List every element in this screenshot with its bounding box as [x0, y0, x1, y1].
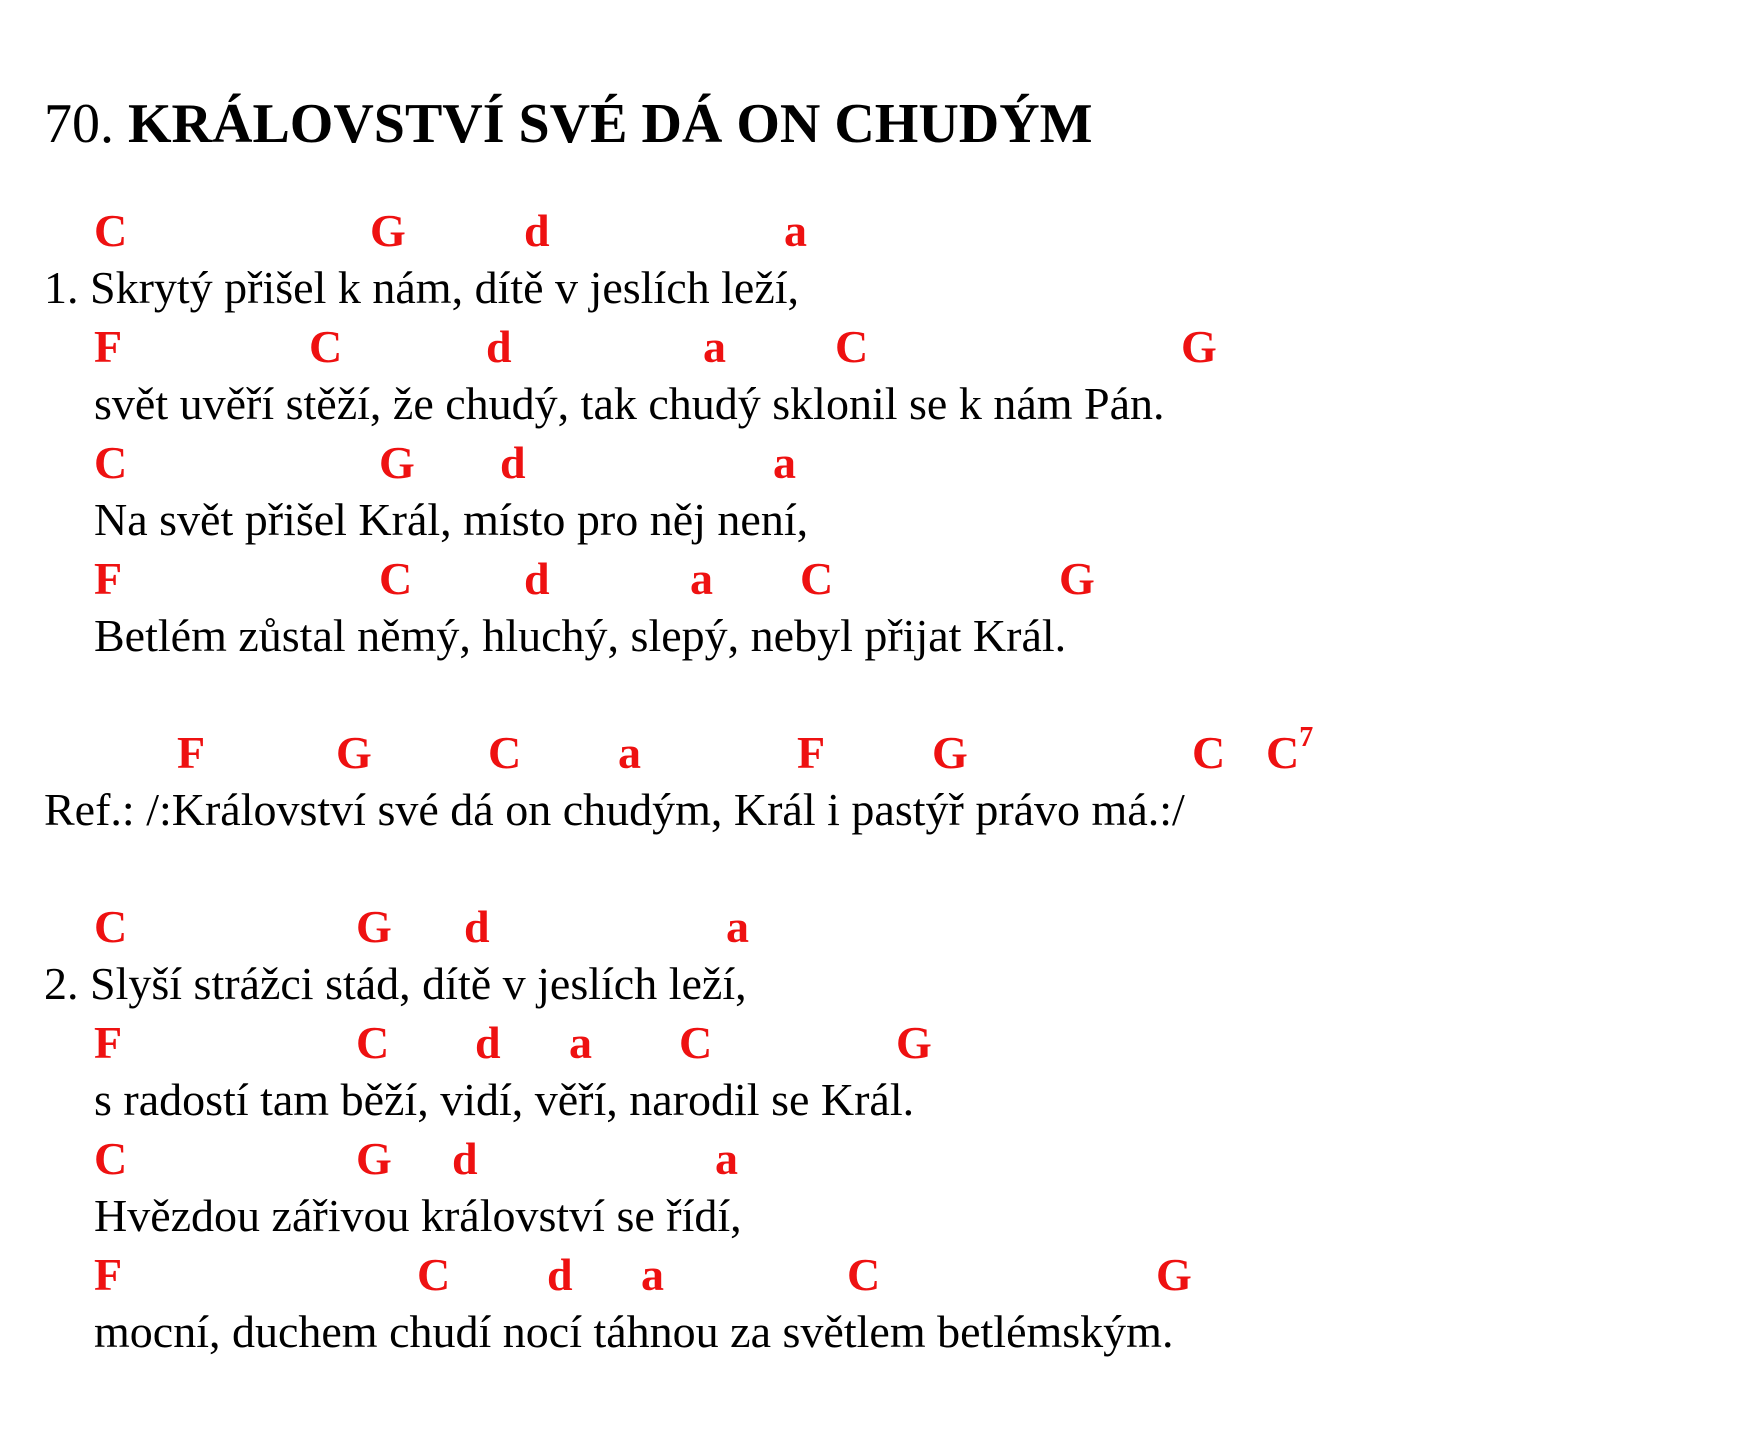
chord: C	[835, 321, 869, 372]
lyric-line: svět uvěří stěží, že chudý, tak chudý sklonil se k nám Pán.	[94, 378, 1165, 429]
chord: C	[679, 1017, 713, 1068]
chord: d	[547, 1249, 573, 1300]
chord: G	[1181, 321, 1217, 372]
chord: a	[773, 437, 796, 488]
chord: G	[370, 205, 406, 256]
chord: $C^7$	[1266, 722, 1314, 778]
chord: a	[569, 1017, 592, 1068]
chord: G	[932, 727, 968, 778]
chord: F	[94, 1249, 123, 1300]
lyric-line: Hvězdou zářivou království se řídí,	[94, 1190, 742, 1241]
song-name: KRÁLOVSTVÍ SVÉ DÁ ON CHUDÝM	[128, 93, 1093, 155]
chord: G	[896, 1017, 932, 1068]
chord: G	[356, 1133, 392, 1184]
chord: F	[797, 727, 826, 778]
lyric-line: Betlém zůstal němý, hluchý, slepý, nebyl přijat Král.	[94, 610, 1067, 661]
chord: C	[417, 1249, 451, 1300]
chord: d	[500, 437, 526, 488]
chord: F	[177, 727, 206, 778]
chord: F	[94, 553, 123, 604]
chord: C	[800, 553, 834, 604]
chord: a	[690, 553, 713, 604]
chord: a	[641, 1249, 664, 1300]
chord: C	[356, 1017, 390, 1068]
chord: G	[356, 901, 392, 952]
chord: d	[452, 1133, 478, 1184]
chord: a	[784, 205, 807, 256]
chord: C	[847, 1249, 881, 1300]
lyric-line: Ref.: /:Království své dá on chudým, Král i pastýř právo má.:/	[44, 784, 1185, 835]
chord: G	[336, 727, 372, 778]
lyric-line: mocní, duchem chudí nocí táhnou za světlem betlémským.	[94, 1306, 1174, 1357]
chord: C	[94, 1133, 128, 1184]
chord: d	[464, 901, 490, 952]
song-number: 70.	[44, 93, 114, 155]
chord: d	[524, 205, 550, 256]
chord: C	[488, 727, 522, 778]
chord: a	[715, 1133, 738, 1184]
lyric-line: s radostí tam běží, vidí, věří, narodil se Král.	[94, 1074, 915, 1125]
lyric-line: Na svět přišel Král, místo pro něj není,	[94, 494, 809, 545]
chord: C	[94, 205, 128, 256]
chord: d	[475, 1017, 501, 1068]
chord: G	[1156, 1249, 1192, 1300]
lyric-line: 2. Slyší strážci stád, dítě v jeslích leží,	[44, 958, 747, 1009]
chord: C	[1192, 727, 1226, 778]
lyric-line: 1. Skrytý přišel k nám, dítě v jeslích leží,	[44, 262, 800, 313]
chord: d	[524, 553, 550, 604]
chord: C	[379, 553, 413, 604]
chord: G	[379, 437, 415, 488]
chord: C	[309, 321, 343, 372]
chord: F	[94, 321, 123, 372]
chord: G	[1059, 553, 1095, 604]
chord: a	[703, 321, 726, 372]
chord: d	[486, 321, 512, 372]
chord: F	[94, 1017, 123, 1068]
chord: a	[618, 727, 641, 778]
song-title	[44, 93, 1093, 155]
chord: C	[94, 437, 128, 488]
chord-extension: 7	[1299, 722, 1314, 753]
chord: C	[94, 901, 128, 952]
chord: a	[726, 901, 749, 952]
